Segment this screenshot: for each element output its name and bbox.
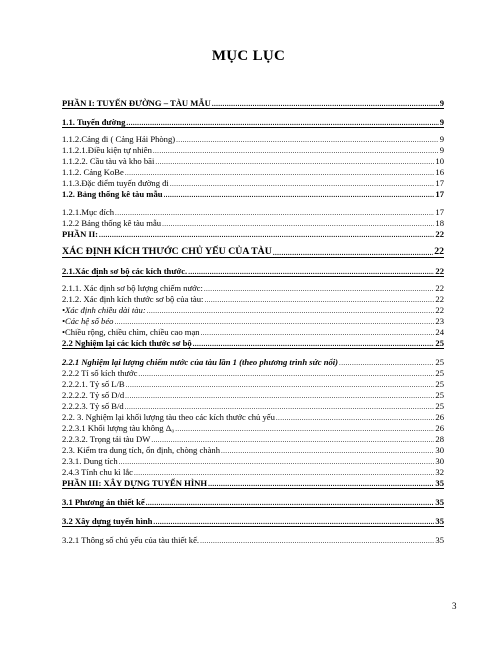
toc-entry-text: 2.2 Nghiệm lại các kích thước sơ bộ: [62, 338, 192, 348]
toc-entry[interactable]: [62, 400, 444, 411]
toc-entry-page: 26: [435, 423, 444, 433]
toc-entry[interactable]: [62, 188, 444, 199]
toc-entry-text: 2.1.1. Xác định sơ bộ lượng chiếm nước:: [62, 283, 203, 293]
toc-entry-text: 1.1.2. Cảng KoBe: [62, 167, 124, 177]
table-of-contents: [62, 97, 444, 545]
toc-entry[interactable]: [62, 206, 444, 217]
toc-entry-page: 17: [435, 189, 444, 199]
toc-entry[interactable]: [62, 422, 444, 433]
toc-entry-text: XÁC ĐỊNH KÍCH THƯỚC CHỦ YẾU CỦA TÀU: [62, 246, 272, 257]
toc-entry-page: 9: [439, 117, 444, 127]
toc-entry[interactable]: [62, 304, 444, 315]
toc-entry[interactable]: [62, 477, 444, 489]
toc-entry-text: 1.2. Bảng thống kê tàu mẫu: [62, 189, 163, 199]
toc-entry-text: 2.2.1 Nghiệm lại lượng chiếm nước của tàu lần 1 (theo phương trình sức nổi): [62, 357, 339, 367]
toc-entry-page: 35: [435, 497, 444, 507]
toc-entry-page: 28: [435, 434, 444, 444]
toc-entry-text: 3.2 Xây dựng tuyến hình: [62, 516, 153, 526]
toc-entry-text: 1.2.1.Mục đích: [62, 207, 115, 217]
toc-entry[interactable]: [62, 144, 444, 155]
toc-entry-page: 24: [435, 327, 444, 337]
toc-entry-page: 25: [435, 379, 444, 389]
toc-entry-text: 2.3. Kiểm tra dung tích, ổn định, chòng chành: [62, 445, 220, 455]
toc-entry-text: 2.2.3.1 Khối lượng tàu không Δ₀: [62, 423, 175, 433]
toc-entry[interactable]: [62, 337, 444, 349]
toc-entry-text: 1.1. Tuyến đường: [62, 117, 126, 127]
toc-entry-page: 32: [435, 467, 444, 477]
toc-entry-page: 16: [435, 167, 444, 177]
toc-entry-page: 25: [435, 368, 444, 378]
toc-entry[interactable]: [62, 496, 444, 508]
toc-entry[interactable]: [62, 515, 444, 527]
toc-entry[interactable]: [62, 166, 444, 177]
toc-entry-page: 25: [435, 401, 444, 411]
toc-entry-text: Xác định chiều dài tàu:: [65, 305, 146, 315]
toc-entry[interactable]: [62, 228, 444, 239]
toc-entry-text: Chiều rộng, chiều chìm, chiều cao mạn: [65, 327, 200, 337]
toc-entry[interactable]: [62, 293, 444, 304]
toc-entry[interactable]: [62, 466, 444, 477]
toc-entry[interactable]: [62, 433, 444, 444]
toc-entry[interactable]: [62, 444, 444, 455]
page-number: 3: [452, 601, 457, 611]
toc-entry-text: 1.1.2.2. Cầu tàu và kho bãi: [62, 156, 155, 166]
toc-entry-page: 35: [435, 478, 444, 488]
toc-entry-text: PHẦN I: TUYẾN ĐƯỜNG – TÀU MẪU: [62, 98, 211, 108]
toc-entry-text: Các hệ số béo: [65, 316, 114, 326]
toc-entry-text: 2.4.3 Tính chu kì lắc: [62, 467, 133, 477]
toc-entry[interactable]: [62, 97, 444, 109]
toc-entry-page: 10: [435, 156, 444, 166]
toc-entry-page: 25: [435, 357, 444, 367]
toc-entry[interactable]: [62, 177, 444, 188]
toc-entry-text: 1.1.3.Đặc điểm tuyến đường đi: [62, 178, 169, 188]
toc-entry-page: 22: [435, 229, 444, 239]
toc-entry-page: 17: [435, 207, 444, 217]
toc-entry[interactable]: [62, 133, 444, 144]
toc-entry-text: 3.2.1 Thông số chủ yếu của tàu thiết kế.: [62, 535, 200, 545]
bullet-marker: •: [62, 305, 66, 315]
toc-entry-page: 35: [435, 516, 444, 526]
toc-entry-page: 30: [435, 445, 444, 455]
toc-entry-page: 26: [435, 412, 444, 422]
toc-entry[interactable]: [62, 367, 444, 378]
toc-entry-text: 2.1.Xác định sơ bộ các kích thước.: [62, 266, 188, 276]
toc-entry[interactable]: [62, 282, 444, 293]
toc-entry-text: 3.1 Phương án thiết kế: [62, 497, 145, 507]
toc-entry[interactable]: [62, 389, 444, 400]
page-title: MỤC LỤC: [211, 48, 286, 64]
toc-entry-page: 22: [435, 305, 444, 315]
toc-entry-text: 1.1.2.1.Điều kiện tự nhiên: [62, 145, 152, 155]
toc-entry-text: 2.2.2.1. Tỷ số L/B: [62, 379, 125, 389]
toc-entry-text: 2.2.3.2. Trọng tải tàu DW: [62, 434, 151, 444]
toc-entry[interactable]: [62, 116, 444, 128]
toc-entry[interactable]: [62, 534, 444, 545]
toc-entry-page: 9: [439, 98, 444, 108]
toc-entry-text: PHẦN III: XÂY DỰNG TUYẾN HÌNH: [62, 478, 208, 488]
toc-entry-page: 9: [439, 134, 444, 144]
toc-entry-text: 2.3.1. Dung tích: [62, 456, 118, 466]
toc-entry[interactable]: [62, 378, 444, 389]
toc-entry-page: 22: [435, 294, 444, 304]
toc-entry-page: 30: [435, 456, 444, 466]
toc-entry[interactable]: [62, 265, 444, 277]
toc-entry[interactable]: [62, 411, 444, 422]
toc-entry-text: 2.2.2.3. Tỷ số B/d: [62, 401, 124, 411]
toc-entry-page: 22: [434, 246, 444, 257]
toc-entry-page: 35: [435, 535, 444, 545]
toc-entry[interactable]: [62, 315, 444, 326]
toc-entry[interactable]: [62, 155, 444, 166]
toc-entry-page: 23: [435, 316, 444, 326]
toc-entry-page: 18: [435, 218, 444, 228]
toc-entry[interactable]: [62, 217, 444, 228]
toc-entry-text: 1.1.2.Cảng đi ( Cảng Hải Phòng): [62, 134, 176, 144]
toc-entry-text: 2.2.2 Tỉ số kích thước: [62, 368, 138, 378]
toc-entry-page: 22: [435, 266, 444, 276]
toc-entry-text: 2.2.2.2. Tỷ số D/d: [62, 390, 125, 400]
toc-entry-text: 2.2. 3. Nghiệm lại khối lượng tàu theo các kích thước chủ yếu: [62, 412, 275, 422]
toc-entry-page: 17: [435, 178, 444, 188]
toc-entry[interactable]: [62, 455, 444, 466]
toc-entry-page: 22: [435, 283, 444, 293]
toc-entry-text: 1.2.2 Bảng thống kê tàu mẫu: [62, 218, 162, 228]
toc-entry-page: 25: [435, 338, 444, 348]
toc-entry-text: PHẦN II:: [62, 229, 99, 239]
bullet-marker: •: [62, 316, 66, 326]
toc-entry-page: 9: [439, 145, 444, 155]
toc-entry[interactable]: [62, 356, 444, 367]
toc-entry[interactable]: [62, 246, 444, 258]
toc-entry[interactable]: [62, 326, 444, 337]
toc-entry-text: 2.1.2. Xác định kích thước sơ bộ của tàu:: [62, 294, 204, 304]
bullet-marker: •: [62, 327, 66, 337]
toc-entry-page: 25: [435, 390, 444, 400]
